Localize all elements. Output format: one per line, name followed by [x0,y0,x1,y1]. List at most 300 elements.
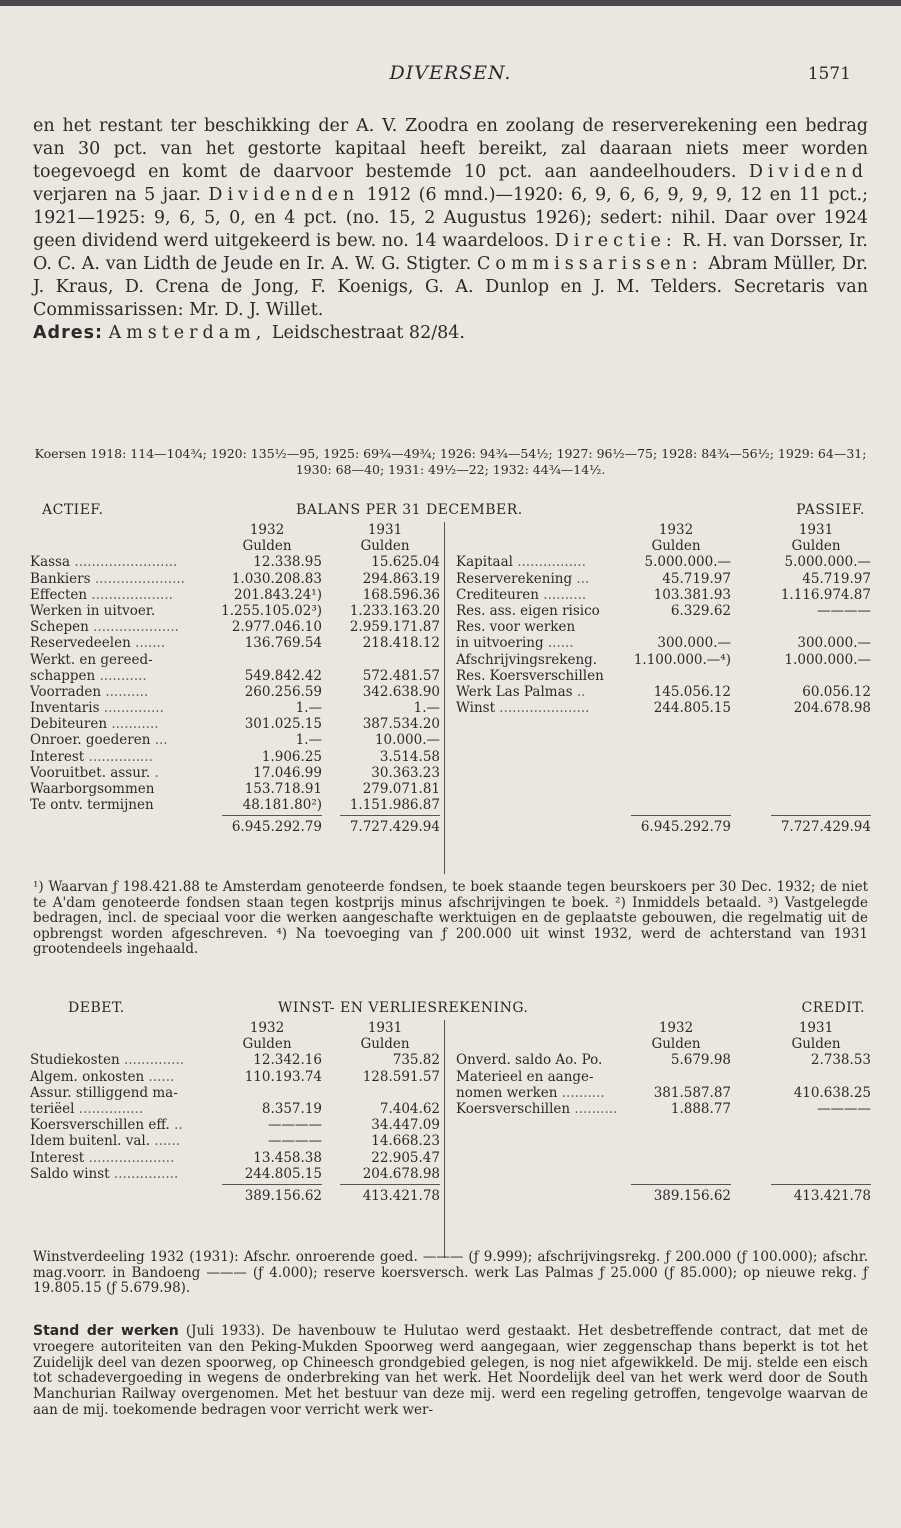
table-row [30,587,440,603]
intro-text-2: verjaren na 5 jaar. [33,185,201,205]
directie-keyword: Directie: [554,231,677,251]
leader-dots: .............. [119,1052,185,1069]
spacer-row [456,1150,871,1166]
value-1932: 145.056.12 [653,683,731,700]
leader-dots: ....... [130,635,166,652]
commissarissen-keyword: Commissarissen: [477,254,703,274]
spacer-row [456,1133,871,1149]
value-1932: 103.381.93 [653,586,731,603]
row-label-text: Onverd. saldo Ao. Po. [456,1052,603,1069]
year-1931: 1931 [367,1020,403,1036]
total-1932: 6.945.292.79 [640,819,731,836]
row-label-text: Onroer. goederen [30,732,151,749]
page-number: 1571 [807,64,851,84]
total-rule-1931 [771,1184,871,1185]
row-label [30,571,185,587]
row-label-text: Idem buitenl. val. [30,1133,151,1150]
leader-dots: ........................ [70,554,178,571]
total-rule-1932 [631,815,731,816]
balance-heading: BALANS PER 31 DECEMBER. [296,502,523,518]
row-label [456,635,574,651]
leader-dots: ...... [543,635,574,652]
value-1931: 279.071.81 [362,781,440,797]
table-row [30,668,440,684]
dividend-keyword: Dividend [748,162,868,182]
total-1931: 413.421.78 [793,1187,871,1204]
running-header [0,62,901,86]
value-1931: 342.638.90 [362,683,440,700]
row-label [30,765,159,781]
table-row [456,684,871,700]
value-1931: 387.534.20 [362,716,440,733]
column-divider [444,1020,445,1258]
unit-1931: Gulden [791,1036,841,1053]
value-1931: 15.625.04 [371,554,440,571]
row-label-text: Schepen [30,619,89,636]
unit-header-row [456,538,871,554]
table-row [456,1052,871,1068]
total-rule-1931 [340,1184,440,1185]
row-label-text: Res. ass. eigen risico [456,602,600,619]
table-row [456,1085,871,1101]
row-label-text: Interest [30,748,85,765]
page-title: DIVERSEN. [389,62,512,84]
table-row [30,1150,440,1166]
totals-row [30,1182,440,1204]
table-row [30,1052,440,1068]
value-1931: 60.056.12 [802,683,871,700]
leader-dots: ........... [107,716,159,733]
value-1931: 572.481.57 [362,667,440,684]
table-row [30,765,440,781]
value-1932: 260.256.59 [244,683,322,700]
row-label [456,1069,594,1085]
value-1931: 1.151.986.87 [349,797,440,814]
value-1931: 5.000.000.— [784,554,871,571]
row-label-text: Afschrijvingsrekeng. [456,651,598,668]
leader-dots: .................... [88,619,179,636]
row-label [30,619,179,635]
unit-1931: Gulden [360,538,410,555]
value-1932: 381.587.87 [653,1084,731,1101]
leader-dots: ...... [150,1133,181,1150]
value-1932: 12.342.16 [253,1052,322,1069]
profit-loss-heading: WINST- EN VERLIESREKENING. [278,1000,529,1016]
value-1931: 1.116.974.87 [780,586,871,603]
leader-dots: .. [572,683,586,700]
totals-row [456,1182,871,1204]
table-row [30,732,440,748]
unit-1932: Gulden [242,1036,292,1053]
row-label [30,716,159,732]
balance-sheet [30,502,871,874]
value-1931: ———— [817,602,871,619]
leader-dots: ..................... [90,570,185,587]
row-label-text: Werken in uitvoer. [30,602,156,619]
leader-dots: .......... [101,683,149,700]
spacer-row [456,716,871,732]
value-1932: 244.805.15 [244,1165,322,1182]
row-label [456,571,589,587]
year-1932: 1932 [658,522,694,538]
value-1931: 3.514.58 [379,748,440,765]
spacer-row [456,781,871,797]
row-label-text: Debiteuren [30,716,108,733]
leader-dots: ............... [84,748,153,765]
table-row [456,635,871,651]
spacer-row [456,749,871,765]
intro-paragraph [33,115,868,345]
row-label [30,1150,174,1166]
totals-row [30,813,440,835]
row-label [30,635,165,651]
row-label [30,587,173,603]
year-1932: 1932 [249,1020,285,1036]
value-1932: 1.100.000.—⁴) [633,651,731,668]
table-row [456,1101,871,1117]
unit-header-row [30,1036,440,1052]
value-1931: 1.233.163.20 [349,602,440,619]
value-1931: 2.959.171.87 [349,619,440,636]
table-row [30,1166,440,1182]
table-row [30,619,440,635]
leader-dots: .......... [570,1100,618,1117]
table-row [30,652,440,668]
leader-dots: ................ [512,554,586,571]
total-1932: 389.156.62 [244,1187,322,1204]
value-1932: 549.842.42 [244,667,322,684]
year-header-row [456,1020,871,1036]
leader-dots: ... [150,732,168,749]
table-row [30,603,440,619]
value-1931: 410.638.25 [793,1084,871,1101]
row-label-text: Materieel en aange- [456,1068,594,1085]
value-1931: 128.591.57 [362,1068,440,1085]
table-row [30,1117,440,1133]
table-row [30,554,440,570]
row-label-text: Interest [30,1149,85,1166]
profit-distribution-text: Winstverdeeling 1932 (1931): Afschr. onroerende goed. ——— (ƒ 9.999); afschrijvingsrekg. ƒ 200.000 (ƒ 100.000); afschr. mag.voorr. in Bandoeng ——— (ƒ 4.000); reserve koersversch. werk Las Palmas ƒ 25.000 (ƒ 85.000); op nieuwe rekg. ƒ 19.805.15 (ƒ 5.679.98). [33,1249,868,1296]
leader-dots: ............... [74,1100,144,1117]
value-1932: 45.719.97 [662,570,731,587]
value-1931: 14.668.23 [371,1133,440,1150]
table-row [456,587,871,603]
balance-sheet-headings [30,502,871,522]
status-of-works [33,1324,868,1419]
passief-heading: PASSIEF. [796,502,865,518]
table-row [30,684,440,700]
row-label [30,797,154,813]
value-1932: 6.329.62 [670,602,731,619]
value-1931: 45.719.97 [802,570,871,587]
unit-1932: Gulden [651,538,701,555]
row-label [30,749,153,765]
debet-column [30,1020,440,1204]
profit-loss-account [30,1000,871,1258]
total-rule-1931 [340,815,440,816]
row-label-text: Winst [456,700,496,717]
unit-1931: Gulden [360,1036,410,1053]
table-row [30,1133,440,1149]
value-1932: ———— [268,1133,322,1150]
row-label-text: teriëel [30,1100,75,1117]
leader-dots: ...... [144,1068,175,1085]
adres-keyword: Adres: [33,323,103,343]
value-1932: 1.— [295,732,322,749]
total-rule-1932 [222,815,322,816]
value-1931: 7.404.62 [379,1100,440,1117]
row-label-text: Te ontv. termijnen [30,797,154,814]
year-1932: 1932 [658,1020,694,1036]
year-header-row [30,522,440,538]
table-row [30,1069,440,1085]
value-1931: 2.738.53 [810,1052,871,1069]
profit-loss-headings [30,1000,871,1020]
row-label-text: Reserverekening [456,570,573,587]
row-label-text: Bankiers [30,570,91,587]
spacer-row [456,797,871,813]
unit-1932: Gulden [242,538,292,555]
row-label [30,700,164,716]
value-1932: 301.025.15 [244,716,322,733]
row-label [30,652,153,668]
value-1931: 294.863.19 [362,570,440,587]
row-label [30,781,154,797]
row-label [456,652,597,668]
total-1931: 413.421.78 [362,1187,440,1204]
table-row [456,619,871,635]
row-label-text: Koersverschillen eff. [30,1117,170,1134]
row-label-text: Crediteuren [456,586,539,603]
table-row [456,554,871,570]
row-label-text: nomen werken [456,1084,558,1101]
profit-distribution [33,1250,868,1297]
total-rule-1931 [771,815,871,816]
value-1932: 8.357.19 [261,1100,322,1117]
intro-text-4: R. H. van Dorsser, Ir. O. C. A. van Lidth de Jeude en Ir. A. W. G. Stigter. [33,231,868,274]
balance-columns [30,522,871,874]
address-text: Leidschestraat 82/84. [271,323,465,343]
row-label [30,1052,184,1068]
intro-text-3: 1912 (6 mnd.)—1920: 6, 9, 6, 6, 9, 9, 9, 12 en 11 pct.; 1921—1925: 9, 6, 5, 0, en 4 pct. (no. 15, 2 Augustus 1926); sedert: nihil. Daar over 1924 geen dividend werd uitgekeerd is bew. no. 14 waardeloos. [33,185,868,251]
total-rule-1932 [631,1184,731,1185]
passief-column [456,522,871,835]
row-label-text: Reservedeelen [30,635,131,652]
row-label [456,603,600,619]
row-label-text: Saldo winst [30,1165,110,1182]
value-1932: 2.977.046.10 [231,619,322,636]
row-label [456,619,575,635]
credit-column [456,1020,871,1204]
value-1931: 30.363.23 [371,764,440,781]
intro-text-5: Abram Müller, Dr. J. Kraus, D. Crena de Jong, F. Koenigs, G. A. Dunlop en J. M. Telders. Secretaris van Commissarissen: Mr. D. J. Willet. [33,254,868,320]
value-1932: 13.458.38 [253,1149,322,1166]
value-1932: 136.769.54 [244,635,322,652]
balance-footnotes: ¹) Waarvan ƒ 198.421.88 te Amsterdam genoteerde fondsen, te boek staande tegen beurskoers per 30 Dec. 1932; de niet te A'dam genoteerde fondsen staan tegen kostprijs minus afschrijvingen te boek. ²) Inmiddels betaald. ³) Vastgelegde bedragen, incl. de speciaal voor die werken aangeschafte werktuigen en de geplaatste gebouwen, die regelmatig uit de opbrengst worden afgeschreven. ⁴) Na toevoeging van ƒ 200.000 uit winst 1932, werd de achterstand van 1931 grootendeels ingehaald. [33,879,868,957]
row-label [30,1101,143,1117]
row-label-text: Res. voor werken [456,619,576,636]
table-row [456,1069,871,1085]
row-label-text: Waarborgsommen [30,781,155,797]
dividenden-keyword: Dividenden [208,185,360,205]
value-1931: 10.000.— [374,732,440,749]
table-row [30,571,440,587]
total-rule-1932 [222,1184,322,1185]
leader-dots: .................... [84,1149,175,1166]
value-1931: 300.000.— [797,635,871,652]
row-label-text: Inventaris [30,700,100,717]
table-row [30,1101,440,1117]
column-divider [444,522,445,874]
table-row [30,797,440,813]
row-label [30,1117,183,1133]
value-1931: 218.418.12 [362,635,440,652]
row-label-text: schappen [30,667,96,684]
row-label-text: Assur. stilliggend ma- [30,1084,178,1101]
value-1932: 17.046.99 [253,764,322,781]
row-label [30,732,168,748]
row-label-text: in uitvoering [456,635,544,652]
row-label [456,1085,605,1101]
leader-dots: . [150,764,159,781]
row-label-text: Kapitaal [456,554,513,571]
table-row [30,781,440,797]
row-label-text: Werkt. en gereed- [30,651,153,668]
table-row [456,700,871,716]
row-label [456,700,589,716]
value-1932: 5.000.000.— [644,554,731,571]
city-keyword: Amsterdam, [108,323,267,343]
row-label-text: Res. Koersverschillen [456,667,604,684]
profit-loss-columns [30,1020,871,1258]
unit-header-row [30,538,440,554]
unit-header-row [456,1036,871,1052]
row-label [30,1085,178,1101]
row-label-text: Effecten [30,586,88,603]
value-1932: 1.— [295,700,322,717]
status-heading: Stand der werken [33,1323,179,1339]
row-label [456,587,586,603]
row-label [30,684,148,700]
table-row [456,571,871,587]
table-row [30,1085,440,1101]
row-label-text: Algem. onkosten [30,1068,145,1085]
leader-dots: .............. [99,700,164,717]
value-1931: 34.447.09 [371,1117,440,1134]
row-label-text: Kassa [30,554,71,571]
leader-dots: .......... [557,1084,605,1101]
total-1931: 7.727.429.94 [780,819,871,836]
table-row [456,603,871,619]
table-row [30,749,440,765]
unit-1932: Gulden [651,1036,701,1053]
row-label [30,603,155,619]
row-label [30,554,177,570]
value-1932: 244.805.15 [653,700,731,717]
leader-dots: ............... [109,1165,179,1182]
value-1932: 153.718.91 [244,781,322,797]
value-1931: ———— [817,1100,871,1117]
leader-dots: .. [169,1117,183,1134]
intro-text-1: en het restant ter beschikking der A. V. Zoodra en zoolang de reserverekening een bedrag van 30 pct. van het gestorte kapitaal heeft bereikt, zal daaraan niets meer worden toegevoegd en komt de daarvoor bestemde 10 pct. aan aandeelhouders. [33,116,868,182]
row-label [456,1052,602,1068]
spacer-row [456,765,871,781]
status-text: (Juli 1933). De havenbouw te Hulutao werd gestaakt. Het desbetreffende contract, dat met de vroegere autoriteiten van den Peking-Mukden Spoorweg werd aangegaan, wier zeggenschap thans beperkt is tot het Zuidelijk deel van dezen spoorweg, op Chineesch grondgebied gelegen, is nog niet afgewikkeld. De mij. stelde een eisch tot schadevergoeding in wegens de onderbreking van het werk. Het Noordelijk deel van het werk werd door de South Manchurian Railway overgenomen. Met het bestuur van deze mij. werd een regeling getroffen, tengevolge waarvan de aan de mij. toekomende bedragen voor verricht werk wer- [33,1323,869,1418]
spacer-row [456,1117,871,1133]
row-label-text: Koersverschillen [456,1100,571,1117]
year-1932: 1932 [249,522,285,538]
row-label-text: Werk Las Palmas [456,683,573,700]
value-1931: 1.— [413,700,440,717]
total-1932: 389.156.62 [653,1187,731,1204]
table-row [30,635,440,651]
value-1932: 1.906.25 [261,748,322,765]
value-1931: 735.82 [392,1052,440,1069]
row-label [30,1069,174,1085]
row-label [456,684,585,700]
value-1931: 22.905.47 [371,1149,440,1166]
value-1932: 1.030.208.83 [231,570,322,587]
year-1931: 1931 [798,522,834,538]
value-1932: 48.181.80²) [242,797,322,814]
status-paragraph [33,1324,868,1419]
value-1932: 12.338.95 [253,554,322,571]
actief-column [30,522,440,835]
year-1931: 1931 [367,522,403,538]
leader-dots: .......... [538,586,587,603]
actief-heading: ACTIEF. [42,502,104,518]
value-1932: 1.255.105.02³) [221,602,322,619]
year-header-row [456,522,871,538]
value-1932: 110.193.74 [244,1068,322,1085]
spacer-row [456,732,871,748]
row-label-text: Voorraden [30,683,102,700]
leader-dots: ... [572,570,590,587]
leader-dots: ..................... [495,700,590,717]
value-1931: 204.678.98 [362,1165,440,1182]
value-1932: 201.843.24¹) [234,586,322,603]
total-1932: 6.945.292.79 [231,819,322,836]
row-label [30,668,147,684]
table-row [30,700,440,716]
spacer-row [456,1166,871,1182]
year-1931: 1931 [798,1020,834,1036]
value-1932: 5.679.98 [670,1052,731,1069]
row-label [456,668,604,684]
unit-1931: Gulden [791,538,841,555]
value-1932: 1.888.77 [670,1100,731,1117]
credit-heading: CREDIT. [801,1000,865,1016]
row-label [30,1133,180,1149]
company-description [33,115,868,345]
row-label-text: Vooruitbet. assur. [30,764,151,781]
leader-dots: ................... [87,586,173,603]
value-1931: 1.000.000.— [784,651,871,668]
year-header-row [30,1020,440,1036]
totals-row [456,813,871,835]
table-row [456,668,871,684]
share-price-history: Koersen 1918: 114—104¾; 1920: 135½—95, 1925: 69¾—49¾; 1926: 94¾—54½; 1927: 96½—75; 1928: 84¾—56½; 1929: 64—31; 1930: 68—40; 1931: 49½—22; 1932: 44¾—14½. [34,446,867,477]
debet-heading: DEBET. [68,1000,125,1016]
table-row [456,652,871,668]
value-1932: ———— [268,1117,322,1134]
row-label [456,554,586,570]
value-1932: 300.000.— [657,635,731,652]
value-1931: 168.596.36 [362,586,440,603]
value-1931: 204.678.98 [793,700,871,717]
row-label-text: Studiekosten [30,1052,120,1069]
leader-dots: ........... [95,667,147,684]
